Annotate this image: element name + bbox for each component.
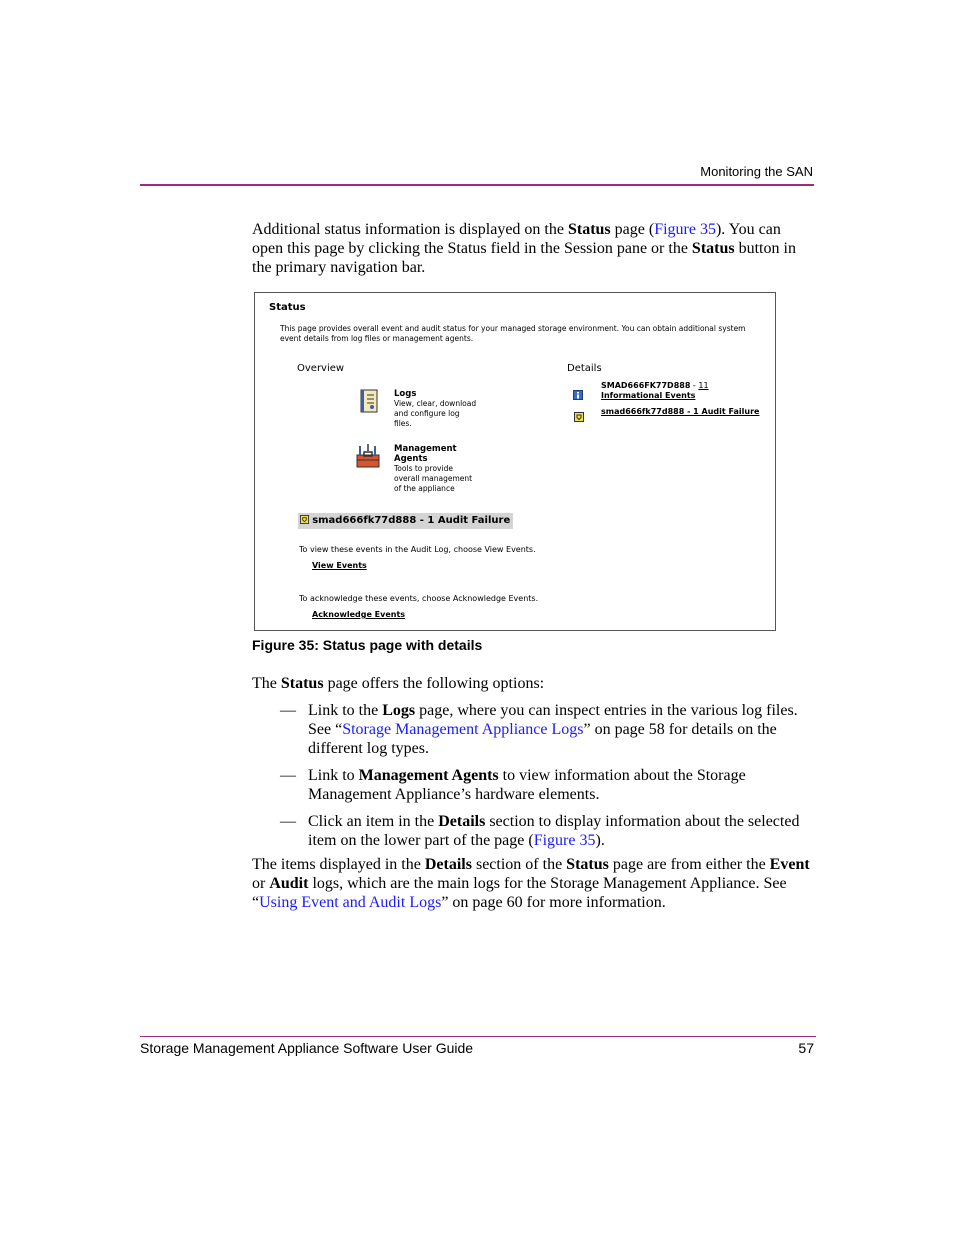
audit-failure-link-text: smad666fk77d888 - 1 Audit Failure: [601, 407, 760, 416]
closing-bold: Details: [424, 856, 472, 873]
detail-sep: -: [690, 381, 699, 390]
event-audit-logs-link[interactable]: Using Event and Audit Logs: [259, 894, 442, 911]
detail-item-informational[interactable]: [601, 381, 741, 401]
details-heading: Details: [567, 363, 602, 374]
logs-book-icon[interactable]: [359, 389, 379, 417]
figure-35-link[interactable]: Figure 35: [654, 221, 716, 238]
acknowledge-instruction: To acknowledge these events, choose Acknowledge Events.: [299, 594, 539, 603]
alert-bar-text: smad666fk77d888 - 1 Audit Failure: [312, 515, 511, 526]
list-item: [280, 766, 820, 804]
option-text: ).: [595, 832, 605, 849]
option-text: Click an item in the: [308, 813, 439, 830]
option-text: ” on page 58 for details on the different log types.: [308, 721, 777, 757]
option-bold: Logs: [382, 702, 416, 719]
detail-count-link[interactable]: 11: [698, 381, 709, 390]
option-text: page, where you can inspect entries in the various log files. See “: [308, 702, 798, 738]
intro-text-2: page (: [610, 221, 655, 238]
closing-text: ” on page 60 for more information.: [441, 894, 666, 911]
closing-text: logs, which are the main logs for the Storage Management Appliance. See “: [252, 875, 787, 911]
toolbox-icon[interactable]: [355, 443, 381, 473]
list-dash: —: [280, 813, 296, 830]
figure-35-link[interactable]: Figure 35: [533, 832, 596, 849]
intro-paragraph: [252, 220, 814, 277]
page-number: 57: [798, 1040, 814, 1056]
logs-description: View, clear, download and configure log files.: [394, 399, 477, 428]
intro-bold-status: Status: [567, 221, 611, 238]
options-intro: [252, 674, 814, 693]
footer-doc-title: Storage Management Appliance Software User Guide: [140, 1040, 474, 1056]
list-dash: —: [280, 767, 296, 784]
intro-text-1: Additional status information is displayed on the: [252, 221, 568, 238]
header-rule: [140, 184, 814, 186]
option-text: section to display information about the selected item on the lower part of the page (: [308, 813, 800, 849]
figure-caption: Figure 35: Status page with details: [252, 637, 483, 653]
list-item: [280, 701, 820, 758]
agents-description: Tools to provide overall management of the appliance: [394, 464, 473, 493]
status-page-screenshot: [254, 292, 776, 631]
closing-bold: Status: [566, 856, 609, 873]
list-item: [280, 812, 820, 850]
closing-text: The items displayed in the: [252, 856, 425, 873]
options-list: [280, 701, 820, 858]
storage-appliance-logs-link[interactable]: Storage Management Appliance Logs: [342, 721, 584, 738]
closing-text: page are from either the: [608, 856, 770, 873]
options-intro-text-1: The: [252, 675, 281, 692]
management-agents-title-link[interactable]: [394, 444, 457, 464]
option-text: Link to: [308, 767, 359, 784]
info-icon: [573, 385, 583, 404]
view-events-instruction: To view these events in the Audit Log, choose View Events.: [299, 545, 536, 554]
option-bold: Details: [438, 813, 486, 830]
options-intro-text-2: page offers the following options:: [323, 675, 545, 692]
audit-failure-detail-link[interactable]: [601, 407, 759, 417]
acknowledge-events-link[interactable]: Acknowledge Events: [312, 610, 406, 619]
screenshot-title: Status: [269, 302, 306, 313]
option-text: Link to the: [308, 702, 383, 719]
view-events-link[interactable]: View Events: [312, 561, 367, 570]
option-bold: Management Agents: [358, 767, 499, 784]
list-dash: —: [280, 702, 296, 719]
options-intro-bold: Status: [280, 675, 324, 692]
footer-rule: [140, 1036, 816, 1037]
detail-host: SMAD666FK77D888: [601, 381, 691, 390]
closing-paragraph: [252, 855, 814, 912]
running-header: Monitoring the SAN: [700, 164, 813, 179]
audit-shield-icon: [574, 407, 584, 426]
intro-text-3: ). You can open this page by clicking the Status field in the Session pane or the: [252, 221, 781, 257]
logs-title-link[interactable]: Logs: [394, 389, 417, 399]
selected-detail-bar[interactable]: [298, 513, 513, 529]
screenshot-description: This page provides overall event and audit status for your managed storage environment. You can obtain additional system event details from log files or management agents.: [280, 324, 746, 343]
closing-bold: Event: [769, 856, 810, 873]
overview-heading: Overview: [297, 363, 345, 374]
option-text: to view information about the Storage Management Appliance’s hardware elements.: [308, 767, 746, 803]
closing-bold: Audit: [269, 875, 309, 892]
intro-bold-status-2: Status: [691, 240, 735, 257]
intro-text-4: button in the primary navigation bar.: [252, 240, 796, 276]
agents-title-line1: Management: [394, 444, 457, 454]
agents-title-line2: Agents: [394, 454, 428, 464]
audit-shield-icon: [300, 515, 309, 524]
closing-text: section of the: [471, 856, 567, 873]
closing-text: or: [252, 875, 270, 892]
informational-events-link[interactable]: Informational Events: [601, 391, 696, 400]
